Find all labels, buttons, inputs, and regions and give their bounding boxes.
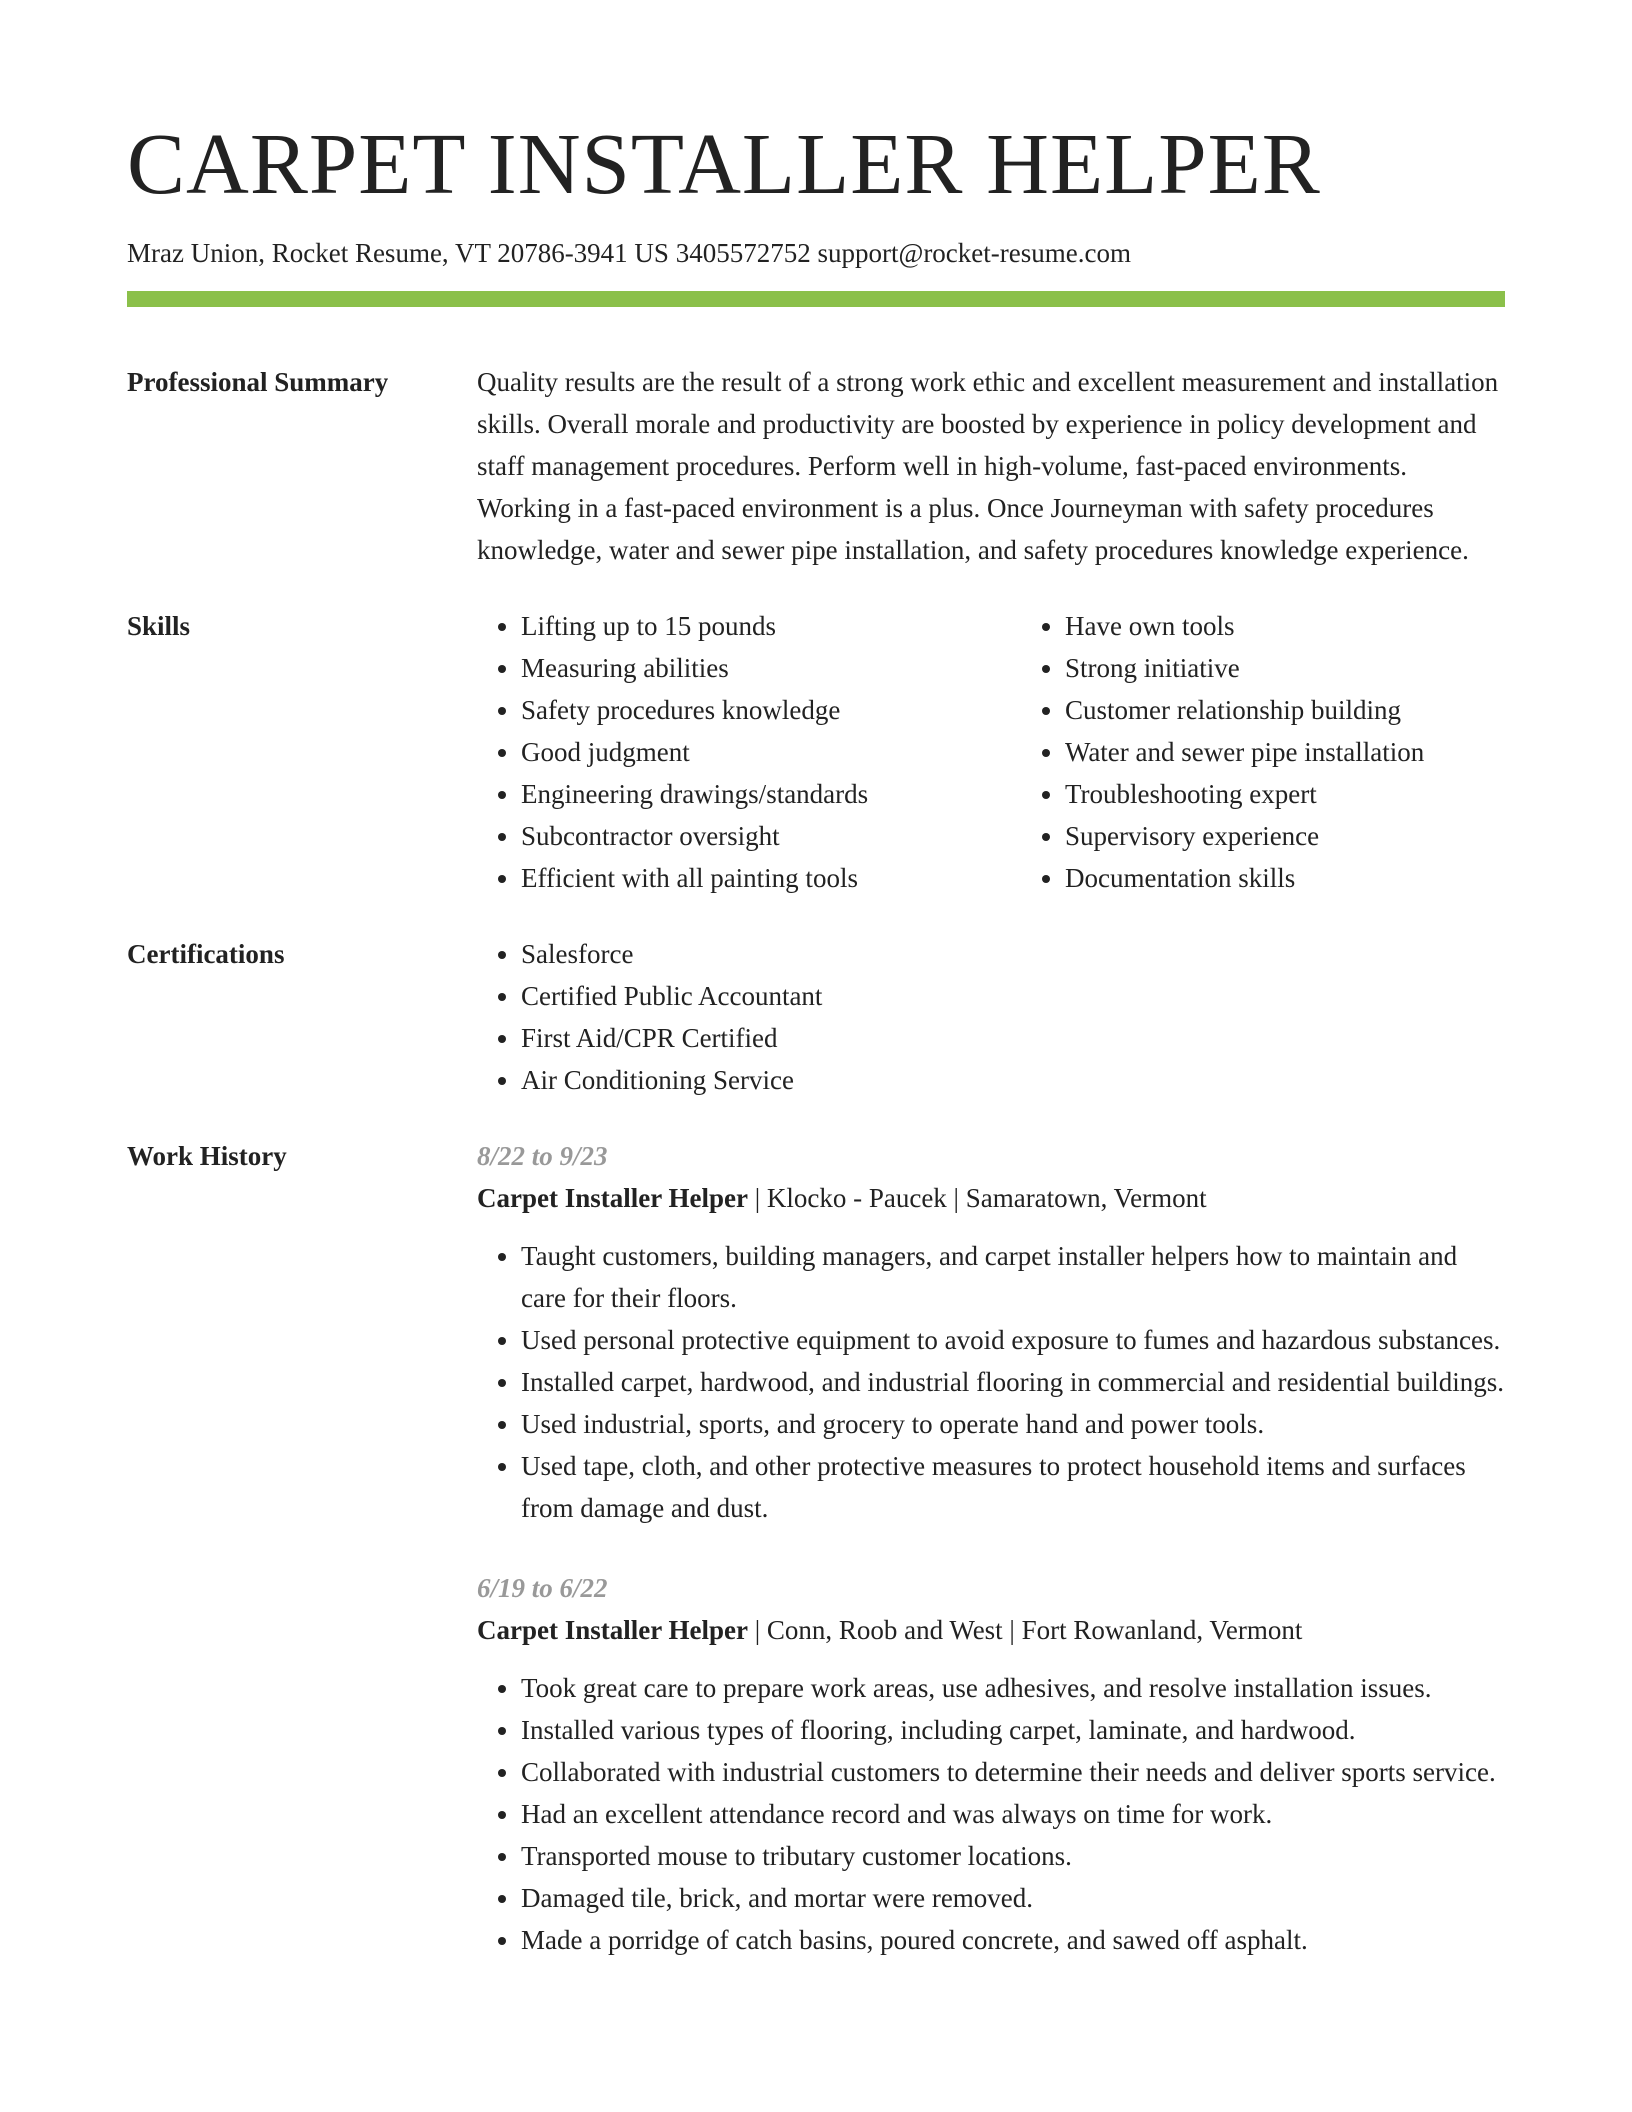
- certification-item: • Certified Public Accountant: [521, 975, 1505, 1017]
- job-bullet: • Used industrial, sports, and grocery to operate hand and power tools.: [521, 1403, 1505, 1445]
- job-entry: [477, 1567, 1505, 1961]
- job-employer-location: | Klocko - Paucek | Samaratown, Vermont: [747, 1183, 1207, 1214]
- job-bullet: • Used personal protective equipment to avoid exposure to fumes and hazardous substances.: [521, 1319, 1505, 1361]
- job-title: Carpet Installer Helper: [477, 1183, 748, 1214]
- job-dates: 8/22 to 9/23: [477, 1141, 608, 1172]
- job-bullets: [477, 1667, 1505, 1961]
- header-divider: [127, 291, 1505, 307]
- certification-item: • First Aid/CPR Certified: [521, 1017, 1505, 1059]
- job-employer-location: | Conn, Roob and West | Fort Rowanland, Vermont: [747, 1615, 1303, 1646]
- skill-item: • Safety procedures knowledge: [521, 689, 1021, 731]
- skills-column-2: [1021, 605, 1565, 899]
- skill-item: • Measuring abilities: [521, 647, 1021, 689]
- summary-section: [127, 361, 1505, 571]
- skill-item: • Efficient with all painting tools: [521, 857, 1021, 899]
- job-title-line: [477, 1609, 1505, 1651]
- job-bullet: • Damaged tile, brick, and mortar were removed.: [521, 1877, 1505, 1919]
- candidate-name: CARPET INSTALLER HELPER: [127, 115, 1321, 212]
- job-bullet: • Transported mouse to tributary customer locations.: [521, 1835, 1505, 1877]
- skill-item: • Strong initiative: [1065, 647, 1565, 689]
- job-bullet: • Had an excellent attendance record and was always on time for work.: [521, 1793, 1505, 1835]
- job-bullet: • Collaborated with industrial customers to determine their needs and deliver sports service.: [521, 1751, 1505, 1793]
- job-bullet: • Used tape, cloth, and other protective measures to protect household items and surfaces from damage and dust.: [521, 1445, 1505, 1529]
- skill-item: • Engineering drawings/standards: [521, 773, 1021, 815]
- certifications-section: [127, 933, 1505, 1101]
- skills-grid: [477, 605, 1565, 899]
- skill-item: • Supervisory experience: [1065, 815, 1565, 857]
- certifications-label: Certifications: [127, 939, 285, 970]
- work-history-label: Work History: [127, 1141, 287, 1172]
- skill-item: • Troubleshooting expert: [1065, 773, 1565, 815]
- certification-item: • Salesforce: [521, 933, 1505, 975]
- skill-item: • Customer relationship building: [1065, 689, 1565, 731]
- certification-item: • Air Conditioning Service: [521, 1059, 1505, 1101]
- skills-label: Skills: [127, 611, 191, 642]
- skill-item: • Have own tools: [1065, 605, 1565, 647]
- job-dates: 6/19 to 6/22: [477, 1573, 608, 1604]
- summary-label: Professional Summary: [127, 367, 389, 398]
- job-title: Carpet Installer Helper: [477, 1615, 748, 1646]
- job-bullets: [477, 1235, 1505, 1529]
- job-bullet: • Took great care to prepare work areas, use adhesives, and resolve installation issues.: [521, 1667, 1505, 1709]
- job-bullet: • Installed various types of flooring, including carpet, laminate, and hardwood.: [521, 1709, 1505, 1751]
- job-title-line: [477, 1177, 1505, 1219]
- contact-line: Mraz Union, Rocket Resume, VT 20786-3941 US 3405572752 support@rocket-resume.com: [127, 238, 1131, 268]
- skill-item: • Good judgment: [521, 731, 1021, 773]
- skill-item: • Documentation skills: [1065, 857, 1565, 899]
- work-history-section: [127, 1135, 1505, 1999]
- skill-item: • Water and sewer pipe installation: [1065, 731, 1565, 773]
- job-bullet: • Installed carpet, hardwood, and industrial flooring in commercial and residential buildings.: [521, 1361, 1505, 1403]
- skill-item: • Subcontractor oversight: [521, 815, 1021, 857]
- job-bullet: • Taught customers, building managers, and carpet installer helpers how to maintain and care for their floors.: [521, 1235, 1505, 1319]
- skills-section: [127, 605, 1505, 899]
- summary-text: Quality results are the result of a strong work ethic and excellent measurement and installation skills. Overall morale and productivity are boosted by experience in policy development and staff management procedures. Perform well in high-volume, fast-paced environments. Working in a fast-paced environment is a plus. Once Journeyman with safety procedures knowledge, water and sewer pipe installation, and safety procedures knowledge experience.: [477, 367, 1499, 566]
- skills-column-1: [477, 605, 1021, 899]
- certifications-list: [477, 933, 1505, 1101]
- job-bullet: • Made a porridge of catch basins, poured concrete, and sawed off asphalt.: [521, 1919, 1505, 1961]
- skill-item: • Lifting up to 15 pounds: [521, 605, 1021, 647]
- job-entry: [477, 1135, 1505, 1529]
